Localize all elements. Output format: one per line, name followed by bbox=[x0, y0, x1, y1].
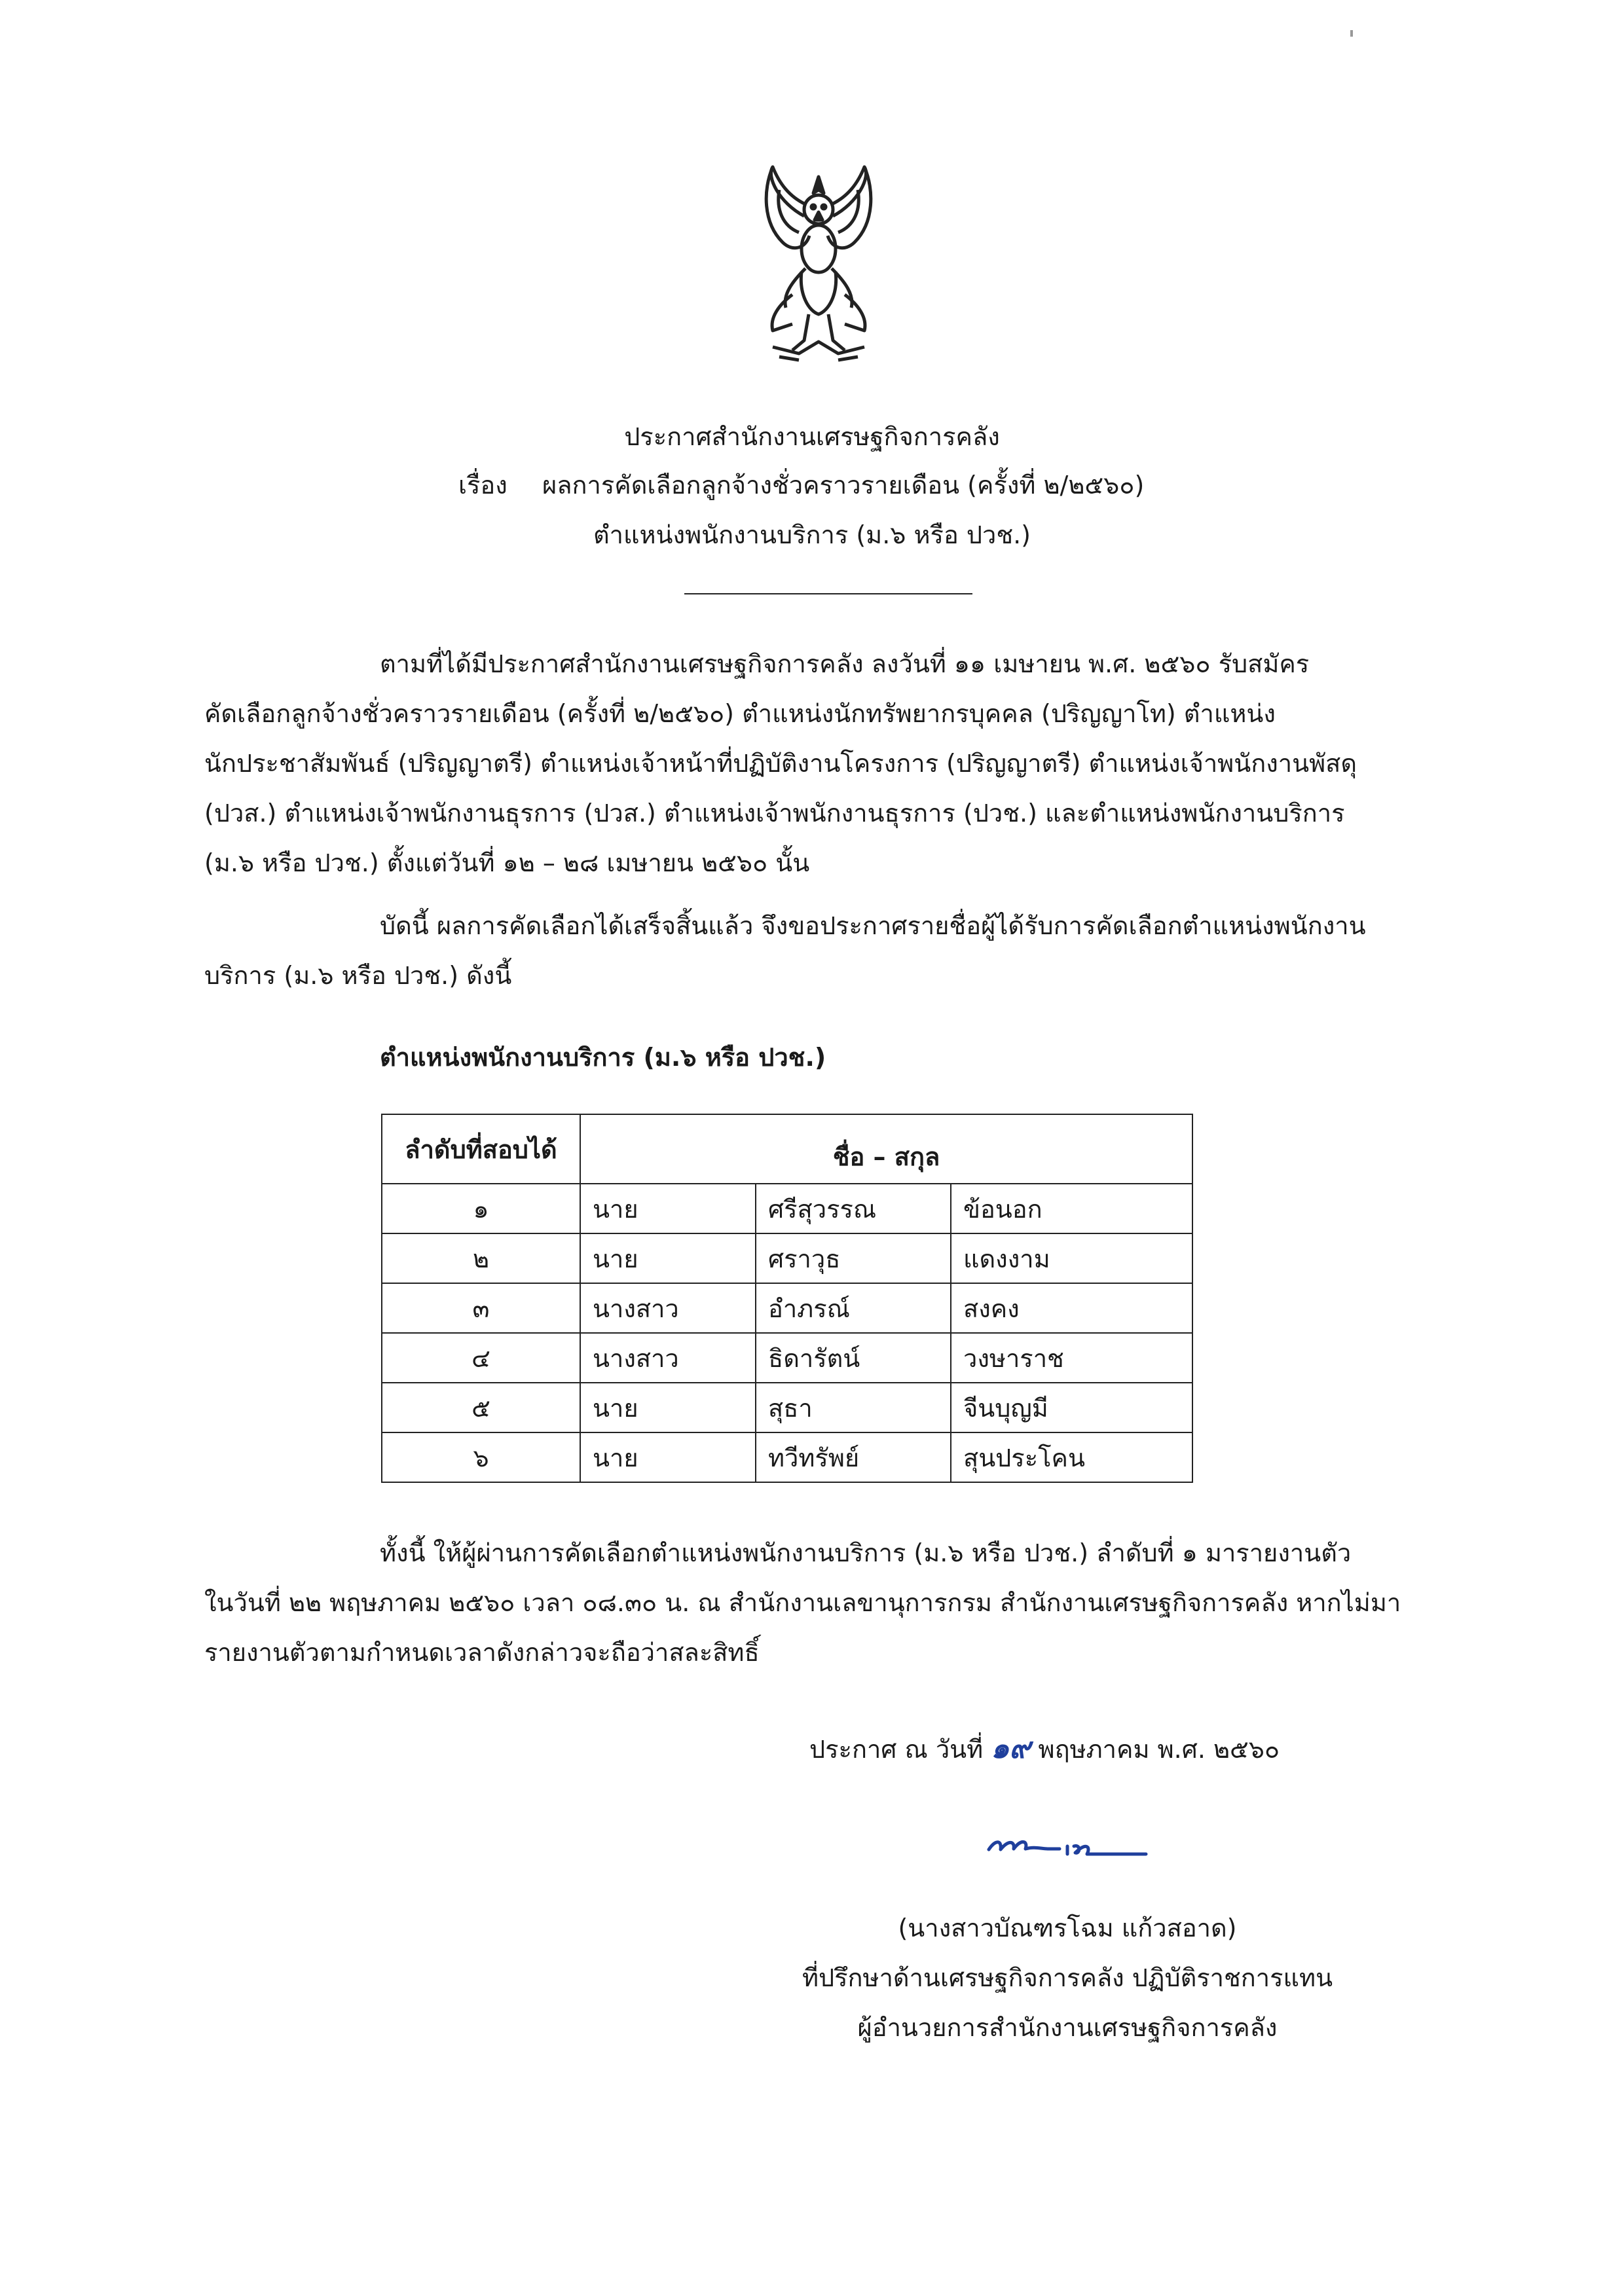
paragraph-line: รายงานตัวตามกำหนดเวลาดังกล่าวจะถือว่าสละสิทธิ์ bbox=[204, 1638, 760, 1667]
title-cell: นาย bbox=[580, 1383, 756, 1432]
first-name-cell: อำภรณ์ bbox=[756, 1283, 951, 1333]
title-cell: นางสาว bbox=[580, 1283, 756, 1333]
paragraph-line: ในวันที่ ๒๒ พฤษภาคม ๒๕๖๐ เวลา ๐๘.๓๐ น. ณ สำนักงานเลขานุการกรม สำนักงานเศรษฐกิจการคลัง หากไม่มา bbox=[204, 1588, 1401, 1617]
subject-text: ผลการคัดเลือกลูกจ้างชั่วคราวรายเดือน (ครั้งที่ ๒/๒๕๖๐) bbox=[542, 471, 1145, 500]
signature-mark bbox=[982, 1827, 1153, 1866]
rank-cell: ๕ bbox=[382, 1383, 580, 1432]
signer-role: ที่ปรึกษาด้านเศรษฐกิจการคลัง ปฏิบัติราชการแทน bbox=[802, 1963, 1333, 1992]
first-name-cell: ทวีทรัพย์ bbox=[756, 1432, 951, 1482]
results-table bbox=[381, 1114, 1193, 1483]
paragraph-line: นักประชาสัมพันธ์ (ปริญญาตรี) ตำแหน่งเจ้าหน้าที่ปฏิบัติงานโครงการ (ปริญญาตรี) ตำแหน่งเจ้าพนักงานพัสดุ bbox=[204, 749, 1357, 778]
paragraph-3 bbox=[204, 1528, 1467, 1677]
announcement-date bbox=[809, 1731, 1280, 1767]
signer-name: (นางสาวบัณฑรโฉม แก้วสอาด) bbox=[898, 1914, 1237, 1942]
last-name-cell: จีนบุญมี bbox=[951, 1383, 1192, 1432]
title-cell: นาย bbox=[580, 1184, 756, 1233]
table-row bbox=[382, 1283, 1192, 1333]
rank-cell: ๖ bbox=[382, 1432, 580, 1482]
table-header-row bbox=[382, 1114, 1192, 1184]
name-column-header: ชื่อ – สกุล bbox=[580, 1114, 1192, 1184]
position-title: ตำแหน่งพนักงานบริการ (ม.๖ หรือ ปวช.) bbox=[593, 520, 1031, 549]
paragraph-line: ตามที่ได้มีประกาศสำนักงานเศรษฐกิจการคลัง ลงวันที่ ๑๑ เมษายน พ.ศ. ๒๕๖๐ รับสมัคร bbox=[380, 649, 1310, 678]
last-name-cell: วงษาราช bbox=[951, 1333, 1192, 1383]
date-prefix: ประกาศ ณ วันที่ bbox=[809, 1735, 984, 1764]
paragraph-line: บัดนี้ ผลการคัดเลือกได้เสร็จสิ้นแล้ว จึงขอประกาศรายชื่อผู้ได้รับการคัดเลือกตำแหน่งพนักงาน bbox=[380, 911, 1366, 940]
last-name-cell: สุนประโคน bbox=[951, 1432, 1192, 1482]
title-cell: นาย bbox=[580, 1432, 756, 1482]
section-title: ตำแหน่งพนักงานบริการ (ม.๖ หรือ ปวช.) bbox=[380, 1043, 826, 1072]
table-row bbox=[382, 1383, 1192, 1432]
table-row bbox=[382, 1432, 1192, 1482]
title-cell: นาย bbox=[580, 1233, 756, 1283]
handwritten-day: ๑๙ bbox=[991, 1732, 1031, 1765]
rank-cell: ๒ bbox=[382, 1233, 580, 1283]
subject-label: เรื่อง bbox=[458, 471, 507, 500]
paragraph-line: (ปวส.) ตำแหน่งเจ้าพนักงานธุรการ (ปวส.) ตำแหน่งเจ้าพนักงานธุรการ (ปวช.) และตำแหน่งพนักงานบริการ bbox=[204, 799, 1345, 828]
paragraph-1 bbox=[204, 639, 1467, 888]
scan-speck bbox=[1350, 30, 1353, 37]
first-name-cell: สุธา bbox=[756, 1383, 951, 1432]
rank-column-header: ลำดับที่สอบได้ bbox=[382, 1114, 580, 1184]
first-name-cell: ธิดารัตน์ bbox=[756, 1333, 951, 1383]
first-name-cell: ศราวุธ bbox=[756, 1233, 951, 1283]
paragraph-line: (ม.๖ หรือ ปวช.) ตั้งแต่วันที่ ๑๒ – ๒๘ เมษายน ๒๕๖๐ นั้น bbox=[204, 848, 810, 877]
table-row bbox=[382, 1233, 1192, 1283]
last-name-cell: สงคง bbox=[951, 1283, 1192, 1333]
paragraph-line: คัดเลือกลูกจ้างชั่วคราวรายเดือน (ครั้งที่ ๒/๒๕๖๐) ตำแหน่งนักทรัพยากรบุคคล (ปริญญาโท) ตำแหน่ง bbox=[204, 699, 1276, 728]
table-row bbox=[382, 1333, 1192, 1383]
paragraph-line: บริการ (ม.๖ หรือ ปวช.) ดังนี้ bbox=[204, 961, 512, 990]
last-name-cell: แดงงาม bbox=[951, 1233, 1192, 1283]
rank-cell: ๔ bbox=[382, 1333, 580, 1383]
paragraph-line: ทั้งนี้ ให้ผู้ผ่านการคัดเลือกตำแหน่งพนักงานบริการ (ม.๖ หรือ ปวช.) ลำดับที่ ๑ มารายงานตัว bbox=[380, 1539, 1352, 1567]
garuda-emblem bbox=[753, 164, 884, 367]
first-name-cell: ศรีสุวรรณ bbox=[756, 1184, 951, 1233]
rank-cell: ๓ bbox=[382, 1283, 580, 1333]
table-row bbox=[382, 1184, 1192, 1233]
announcement-title: ประกาศสำนักงานเศรษฐกิจการคลัง bbox=[624, 422, 1000, 451]
rank-cell: ๑ bbox=[382, 1184, 580, 1233]
paragraph-2 bbox=[204, 901, 1467, 1000]
header-divider bbox=[684, 593, 972, 594]
last-name-cell: ข้อนอก bbox=[951, 1184, 1192, 1233]
title-cell: นางสาว bbox=[580, 1333, 756, 1383]
signer-organization: ผู้อำนวยการสำนักงานเศรษฐกิจการคลัง bbox=[857, 2013, 1278, 2042]
date-suffix: พฤษภาคม พ.ศ. ๒๕๖๐ bbox=[1038, 1735, 1280, 1764]
